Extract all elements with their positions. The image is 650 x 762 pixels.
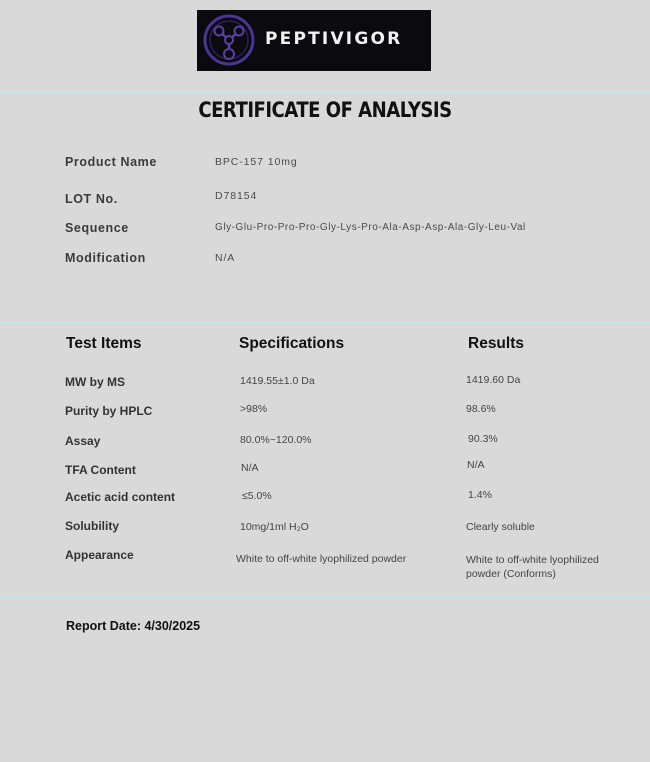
row-result: 1419.60 Da (466, 374, 521, 386)
row-label: MW by MS (65, 375, 125, 389)
molecule-logo-icon (202, 13, 256, 67)
row-label: TFA Content (65, 463, 136, 477)
row-label: Purity by HPLC (65, 404, 153, 418)
report-date: Report Date: 4/30/2025 (66, 619, 201, 633)
header-specifications: Specifications (239, 335, 345, 352)
row-result: 1.4% (468, 489, 492, 501)
row-label: Solubility (65, 519, 119, 533)
row-result: 90.3% (468, 433, 498, 445)
lot-value: D78154 (215, 190, 258, 202)
row-label: Acetic acid content (65, 490, 176, 504)
product-name-value: BPC-157 10mg (215, 156, 298, 168)
document-title: CERTIFICATE OF ANALYSIS (198, 98, 452, 122)
header-results: Results (468, 335, 524, 352)
modification-label: Modification (65, 251, 146, 265)
row-result: Clearly soluble (466, 521, 535, 533)
sequence-value: Gly-Glu-Pro-Pro-Pro-Gly-Lys-Pro-Ala-Asp-Asp-Ala-Gly-Leu-Val (215, 222, 526, 233)
header-test-items: Test Items (66, 335, 142, 352)
brand-name: PEPTIVIGOR (265, 29, 403, 49)
row-label: Assay (65, 434, 101, 448)
product-name-label: Product Name (65, 155, 157, 169)
brand-logo (197, 10, 431, 71)
divider-bottom (0, 597, 650, 599)
row-result: White to off-white lyophilized powder (Conforms) (466, 554, 599, 580)
divider-middle (0, 322, 650, 324)
row-spec: N/A (241, 462, 259, 474)
row-result: 98.6% (466, 403, 496, 415)
row-spec: 1419.55±1.0 Da (240, 375, 315, 387)
modification-value: N/A (215, 252, 236, 264)
row-spec: White to off-white lyophilized powder (236, 553, 407, 565)
row-spec: 80.0%~120.0% (240, 434, 312, 446)
row-spec: ≤5.0% (242, 490, 272, 502)
row-spec: 10mg/1ml H₂O (240, 521, 309, 533)
row-result: N/A (467, 459, 485, 471)
row-spec: >98% (240, 403, 268, 415)
row-label: Appearance (65, 548, 134, 562)
lot-label: LOT No. (65, 192, 118, 206)
sequence-label: Sequence (65, 221, 129, 235)
divider-top (0, 91, 650, 93)
